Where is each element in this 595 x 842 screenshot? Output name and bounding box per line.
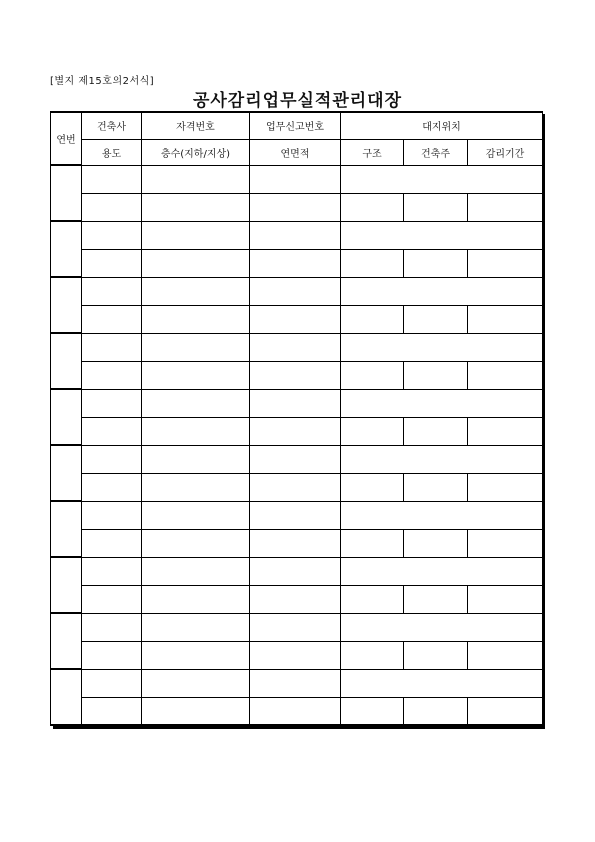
site-location-cell[interactable] bbox=[341, 333, 543, 361]
entry-row-upper bbox=[51, 669, 543, 697]
period-cell[interactable] bbox=[468, 305, 543, 333]
entry-row-upper bbox=[51, 221, 543, 249]
architect-cell[interactable] bbox=[82, 557, 142, 585]
header-use: 용도 bbox=[82, 139, 142, 165]
structure-cell[interactable] bbox=[341, 193, 404, 221]
site-location-cell[interactable] bbox=[341, 613, 543, 641]
owner-cell[interactable] bbox=[404, 193, 468, 221]
floors-cell[interactable] bbox=[142, 585, 250, 613]
floor-area-cell[interactable] bbox=[250, 193, 341, 221]
period-cell[interactable] bbox=[468, 529, 543, 557]
license-no-cell[interactable] bbox=[142, 277, 250, 305]
floors-cell[interactable] bbox=[142, 361, 250, 389]
floor-area-cell[interactable] bbox=[250, 249, 341, 277]
floor-area-cell[interactable] bbox=[250, 529, 341, 557]
architect-cell[interactable] bbox=[82, 333, 142, 361]
serial-cell[interactable] bbox=[51, 221, 82, 277]
license-no-cell[interactable] bbox=[142, 333, 250, 361]
architect-cell[interactable] bbox=[82, 389, 142, 417]
floor-area-cell[interactable] bbox=[250, 473, 341, 501]
architect-cell[interactable] bbox=[82, 165, 142, 193]
entry-row-lower bbox=[51, 641, 543, 669]
period-cell[interactable] bbox=[468, 585, 543, 613]
architect-cell[interactable] bbox=[82, 277, 142, 305]
serial-cell[interactable] bbox=[51, 557, 82, 613]
report-no-cell[interactable] bbox=[250, 613, 341, 641]
entry-row-lower bbox=[51, 417, 543, 445]
use-cell[interactable] bbox=[82, 305, 142, 333]
use-cell[interactable] bbox=[82, 473, 142, 501]
use-cell[interactable] bbox=[82, 249, 142, 277]
owner-cell[interactable] bbox=[404, 585, 468, 613]
entry-row-lower bbox=[51, 305, 543, 333]
license-no-cell[interactable] bbox=[142, 669, 250, 697]
header-floor-area: 연면적 bbox=[250, 139, 341, 165]
header-license-no: 자격번호 bbox=[142, 112, 250, 139]
structure-cell[interactable] bbox=[341, 641, 404, 669]
ledger-body bbox=[51, 112, 543, 725]
entry-row-upper bbox=[51, 333, 543, 361]
structure-cell[interactable] bbox=[341, 585, 404, 613]
entry-row-upper bbox=[51, 445, 543, 473]
serial-cell[interactable] bbox=[51, 501, 82, 557]
entry-row-lower bbox=[51, 361, 543, 389]
report-no-cell[interactable] bbox=[250, 501, 341, 529]
floors-cell[interactable] bbox=[142, 641, 250, 669]
license-no-cell[interactable] bbox=[142, 445, 250, 473]
use-cell[interactable] bbox=[82, 585, 142, 613]
architect-cell[interactable] bbox=[82, 669, 142, 697]
period-cell[interactable] bbox=[468, 193, 543, 221]
period-cell[interactable] bbox=[468, 473, 543, 501]
use-cell[interactable] bbox=[82, 529, 142, 557]
license-no-cell[interactable] bbox=[142, 613, 250, 641]
structure-cell[interactable] bbox=[341, 529, 404, 557]
entry-row-upper bbox=[51, 389, 543, 417]
entry-row-upper bbox=[51, 557, 543, 585]
report-no-cell[interactable] bbox=[250, 445, 341, 473]
header-floors: 층수(지하/지상) bbox=[142, 139, 250, 165]
site-location-cell[interactable] bbox=[341, 501, 543, 529]
structure-cell[interactable] bbox=[341, 361, 404, 389]
license-no-cell[interactable] bbox=[142, 557, 250, 585]
license-no-cell[interactable] bbox=[142, 389, 250, 417]
site-location-cell[interactable] bbox=[341, 165, 543, 193]
serial-cell[interactable] bbox=[51, 613, 82, 669]
header-architect: 건축사 bbox=[82, 112, 142, 139]
report-no-cell[interactable] bbox=[250, 221, 341, 249]
entry-row-upper bbox=[51, 501, 543, 529]
floor-area-cell[interactable] bbox=[250, 305, 341, 333]
site-location-cell[interactable] bbox=[341, 389, 543, 417]
license-no-cell[interactable] bbox=[142, 165, 250, 193]
serial-cell[interactable] bbox=[51, 277, 82, 333]
serial-cell[interactable] bbox=[51, 333, 82, 389]
site-location-cell[interactable] bbox=[341, 277, 543, 305]
structure-cell[interactable] bbox=[341, 697, 404, 725]
header-structure: 구조 bbox=[341, 139, 404, 165]
floors-cell[interactable] bbox=[142, 697, 250, 725]
floors-cell[interactable] bbox=[142, 193, 250, 221]
serial-cell[interactable] bbox=[51, 165, 82, 221]
entry-row-upper bbox=[51, 277, 543, 305]
ledger-table bbox=[50, 111, 543, 726]
structure-cell[interactable] bbox=[341, 305, 404, 333]
architect-cell[interactable] bbox=[82, 613, 142, 641]
site-location-cell[interactable] bbox=[341, 557, 543, 585]
floors-cell[interactable] bbox=[142, 529, 250, 557]
owner-cell[interactable] bbox=[404, 249, 468, 277]
ledger-sheet bbox=[50, 111, 542, 726]
owner-cell[interactable] bbox=[404, 529, 468, 557]
serial-cell[interactable] bbox=[51, 445, 82, 501]
floor-area-cell[interactable] bbox=[250, 361, 341, 389]
entry-row-lower bbox=[51, 585, 543, 613]
entry-row-upper bbox=[51, 165, 543, 193]
floor-area-cell[interactable] bbox=[250, 585, 341, 613]
floors-cell[interactable] bbox=[142, 417, 250, 445]
owner-cell[interactable] bbox=[404, 473, 468, 501]
header-owner: 건축주 bbox=[404, 139, 468, 165]
header-row-2 bbox=[51, 139, 543, 165]
owner-cell[interactable] bbox=[404, 641, 468, 669]
architect-cell[interactable] bbox=[82, 445, 142, 473]
license-no-cell[interactable] bbox=[142, 501, 250, 529]
site-location-cell[interactable] bbox=[341, 669, 543, 697]
site-location-cell[interactable] bbox=[341, 445, 543, 473]
floor-area-cell[interactable] bbox=[250, 697, 341, 725]
floor-area-cell[interactable] bbox=[250, 641, 341, 669]
floor-area-cell[interactable] bbox=[250, 417, 341, 445]
period-cell[interactable] bbox=[468, 249, 543, 277]
architect-cell[interactable] bbox=[82, 501, 142, 529]
page-title: 공사감리업무실적관리대장 bbox=[192, 91, 403, 111]
header-row-1 bbox=[51, 112, 543, 139]
architect-cell[interactable] bbox=[82, 221, 142, 249]
report-no-cell[interactable] bbox=[250, 389, 341, 417]
site-location-cell[interactable] bbox=[341, 221, 543, 249]
serial-cell[interactable] bbox=[51, 669, 82, 725]
license-no-cell[interactable] bbox=[142, 221, 250, 249]
serial-cell[interactable] bbox=[51, 389, 82, 445]
use-cell[interactable] bbox=[82, 417, 142, 445]
structure-cell[interactable] bbox=[341, 249, 404, 277]
report-no-cell[interactable] bbox=[250, 165, 341, 193]
owner-cell[interactable] bbox=[404, 305, 468, 333]
header-period: 감리기간 bbox=[468, 139, 543, 165]
entry-row-lower bbox=[51, 249, 543, 277]
structure-cell[interactable] bbox=[341, 473, 404, 501]
report-no-cell[interactable] bbox=[250, 669, 341, 697]
use-cell[interactable] bbox=[82, 361, 142, 389]
form-number-label: [별지 제15호의2서식] bbox=[50, 76, 155, 87]
owner-cell[interactable] bbox=[404, 697, 468, 725]
header-serial: 연번 bbox=[51, 112, 82, 165]
entry-row-lower bbox=[51, 473, 543, 501]
use-cell[interactable] bbox=[82, 193, 142, 221]
period-cell[interactable] bbox=[468, 361, 543, 389]
period-cell[interactable] bbox=[468, 697, 543, 725]
report-no-cell[interactable] bbox=[250, 333, 341, 361]
entry-row-lower bbox=[51, 529, 543, 557]
structure-cell[interactable] bbox=[341, 417, 404, 445]
entry-row-lower bbox=[51, 193, 543, 221]
period-cell[interactable] bbox=[468, 417, 543, 445]
entry-row-lower bbox=[51, 697, 543, 725]
header-site-location: 대지위치 bbox=[341, 112, 543, 139]
report-no-cell[interactable] bbox=[250, 557, 341, 585]
owner-cell[interactable] bbox=[404, 361, 468, 389]
use-cell[interactable] bbox=[82, 697, 142, 725]
owner-cell[interactable] bbox=[404, 417, 468, 445]
floors-cell[interactable] bbox=[142, 473, 250, 501]
floors-cell[interactable] bbox=[142, 305, 250, 333]
report-no-cell[interactable] bbox=[250, 277, 341, 305]
period-cell[interactable] bbox=[468, 641, 543, 669]
header-report-no: 업무신고번호 bbox=[250, 112, 341, 139]
entry-row-upper bbox=[51, 613, 543, 641]
use-cell[interactable] bbox=[82, 641, 142, 669]
floors-cell[interactable] bbox=[142, 249, 250, 277]
